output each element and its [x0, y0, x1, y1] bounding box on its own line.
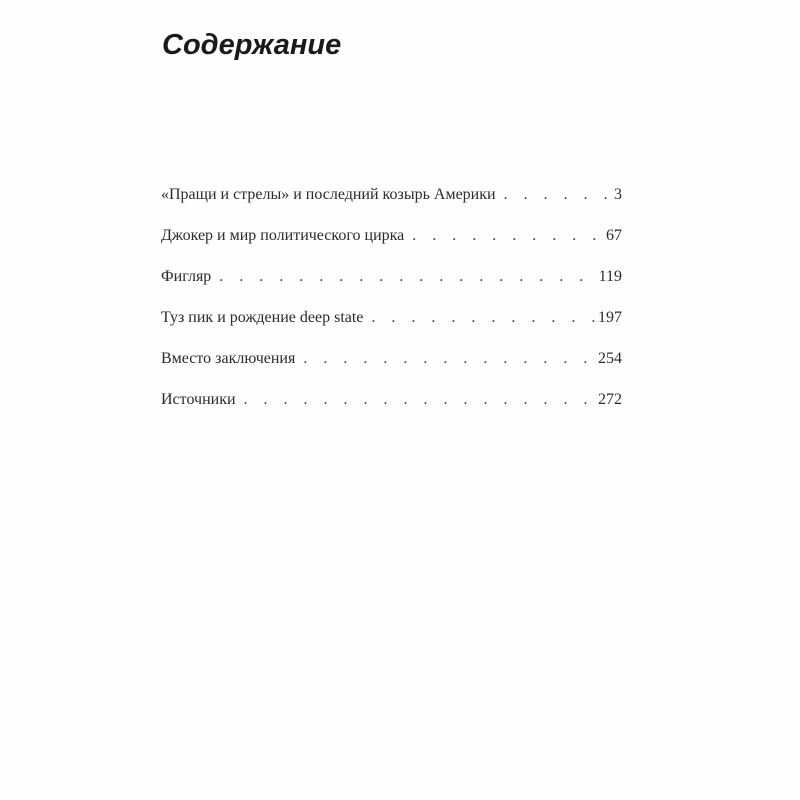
dot-leader: [295, 350, 598, 368]
toc-entry: [161, 350, 622, 391]
toc-entry-page-number: 254: [598, 350, 622, 367]
table-of-contents: [161, 186, 622, 432]
toc-entry: [161, 309, 622, 350]
page-title: Содержание: [162, 29, 342, 62]
toc-entry-page-number: 3: [614, 186, 622, 203]
dot-leader: [236, 391, 598, 409]
toc-entry: [161, 391, 622, 432]
dot-leader: [211, 268, 598, 286]
toc-entry: [161, 268, 622, 309]
dot-leader: [404, 227, 606, 245]
toc-entry-page-number: 197: [598, 309, 622, 326]
toc-entry: [161, 186, 622, 227]
toc-entry-title: Вместо заключения: [161, 350, 296, 367]
toc-entry-title: Фигляр: [161, 268, 212, 285]
dot-leader: [363, 309, 598, 327]
toc-entry-page-number: 67: [606, 227, 622, 244]
toc-entry-title: Джокер и мир политического цирка: [161, 227, 405, 244]
toc-entry: [161, 227, 622, 268]
toc-entry-title: Источники: [161, 391, 236, 408]
toc-entry-title: Туз пик и рождение deep state: [161, 309, 364, 326]
toc-entry-title: «Пращи и стрелы» и последний козырь Америки: [161, 186, 496, 203]
dot-leader: [496, 186, 614, 204]
toc-entry-page-number: 272: [598, 391, 622, 408]
toc-entry-page-number: 119: [598, 268, 622, 285]
